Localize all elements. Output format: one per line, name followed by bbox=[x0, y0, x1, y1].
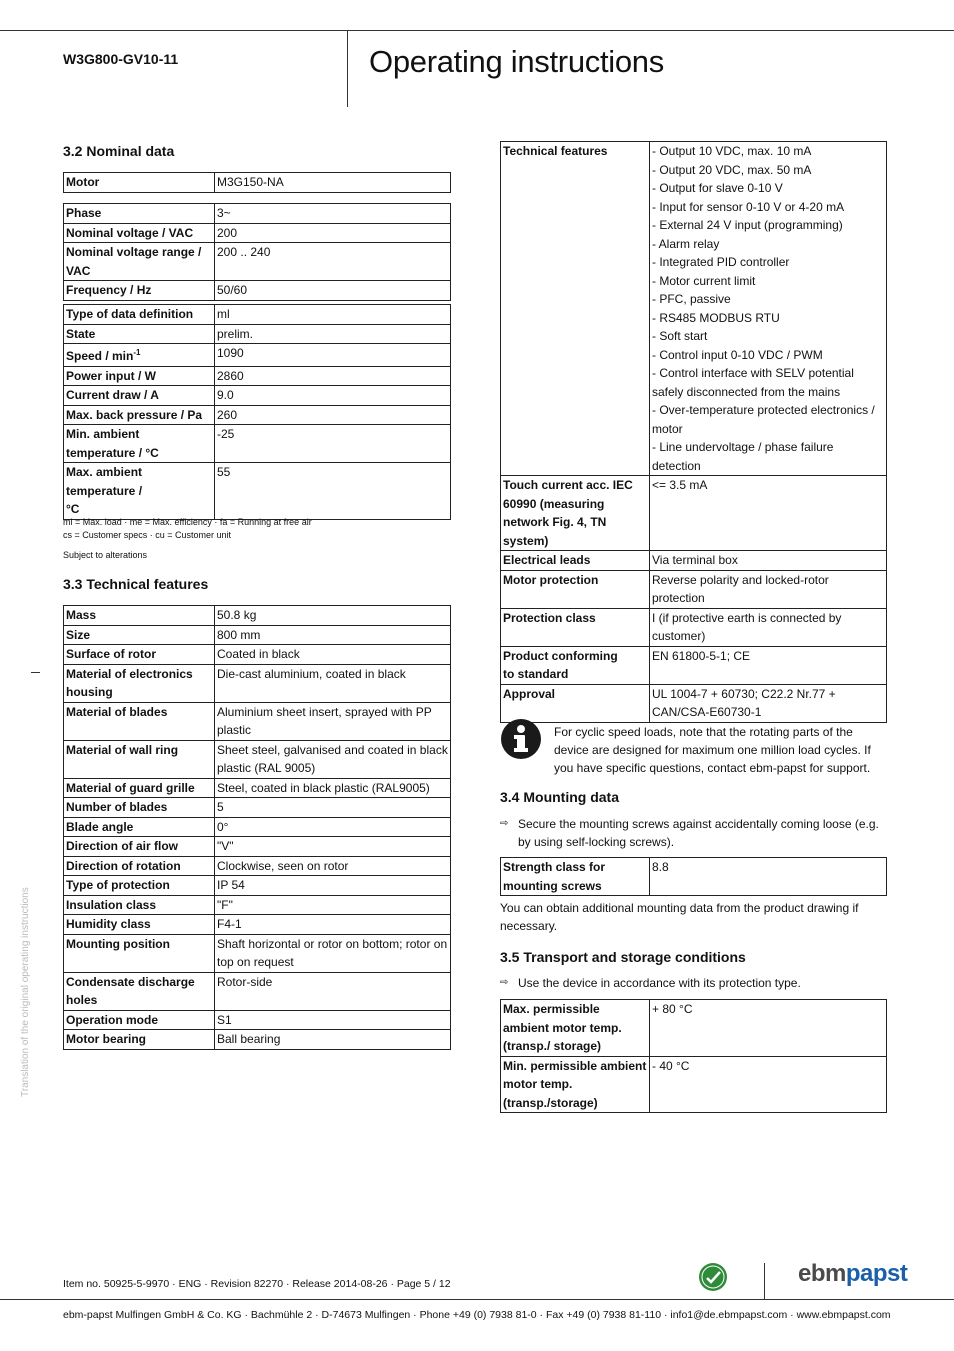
table-key: Blade angle bbox=[64, 817, 215, 837]
table-row bbox=[501, 551, 887, 571]
table-value: 200 .. 240 bbox=[215, 243, 451, 281]
feature-item: - External 24 V input (programming) bbox=[652, 218, 843, 232]
table-value: prelim. bbox=[215, 324, 451, 344]
table-key: Current draw / A bbox=[64, 386, 215, 406]
table-key: Technical features bbox=[501, 142, 650, 476]
table-key: Electrical leads bbox=[501, 551, 650, 571]
technical-features-table bbox=[500, 141, 887, 723]
table-row bbox=[64, 915, 451, 935]
table-value: S1 bbox=[215, 1010, 451, 1030]
table-key: Motor bearing bbox=[64, 1030, 215, 1050]
logo-papst: papst bbox=[845, 1260, 908, 1287]
table-key: Motor protection bbox=[501, 570, 650, 608]
table-key: Number of blades bbox=[64, 798, 215, 818]
table-row bbox=[64, 934, 451, 972]
ebmpapst-logo bbox=[798, 1260, 907, 1288]
table-key: Type of data definition bbox=[64, 305, 215, 325]
table-key: Touch current acc. IEC 60990 (measuring network Fig. 4, TN system) bbox=[501, 476, 650, 551]
table-row bbox=[64, 1030, 451, 1050]
table-row bbox=[64, 1010, 451, 1030]
technical-table bbox=[63, 605, 451, 1050]
table-row bbox=[501, 608, 887, 646]
table-key: Product conforming to standard bbox=[501, 646, 650, 684]
table-row bbox=[64, 425, 451, 463]
table-row bbox=[501, 142, 887, 476]
feature-item: - Soft start bbox=[652, 329, 708, 343]
feature-item: - Control input 0-10 VDC / PWM bbox=[652, 347, 823, 362]
table-key: Strength class for mounting screws bbox=[501, 858, 650, 896]
table-row bbox=[64, 324, 451, 344]
table-key: Frequency / Hz bbox=[64, 281, 215, 301]
mounting-heading: 3.4 Mounting data bbox=[500, 789, 619, 805]
transport-heading: 3.5 Transport and storage conditions bbox=[500, 949, 746, 965]
info-note: For cyclic speed loads, note that the rotating parts of the device are designed for maximum one million load cycles. If you have specific questions, contact ebm-papst for support. bbox=[554, 725, 871, 775]
table-key: Max. permissible ambient motor temp. (transp./ storage) bbox=[501, 1000, 650, 1057]
table-row bbox=[64, 856, 451, 876]
table-value: 800 mm bbox=[215, 625, 451, 645]
table-row bbox=[64, 817, 451, 837]
table-row bbox=[64, 173, 451, 193]
table-row bbox=[64, 702, 451, 740]
mounting-note: You can obtain additional mounting data from the product drawing if necessary. bbox=[500, 901, 859, 933]
arrow-icon: ⇨ bbox=[500, 977, 509, 988]
table-key: Min. permissible ambient motor temp. (transp./storage) bbox=[501, 1056, 650, 1113]
table-row bbox=[64, 405, 451, 425]
table-key: Nominal voltage / VAC bbox=[64, 223, 215, 243]
table-key: Operation mode bbox=[64, 1010, 215, 1030]
table-row bbox=[64, 243, 451, 281]
table-value: 1090 bbox=[215, 344, 451, 367]
technical-heading: 3.3 Technical features bbox=[63, 576, 209, 592]
table-key: Mounting position bbox=[64, 934, 215, 972]
footer-rule bbox=[0, 1299, 954, 1300]
table-row bbox=[64, 837, 451, 857]
feature-item: - RS485 MODBUS RTU bbox=[652, 310, 780, 325]
table-key: Max. ambient temperature / °C bbox=[64, 463, 215, 520]
arrow-icon: ⇨ bbox=[500, 818, 509, 829]
feature-item: - Over-temperature protected electronics / motor bbox=[652, 403, 875, 436]
table-value: + 80 °C bbox=[650, 1000, 887, 1057]
table-value: IP 54 bbox=[215, 876, 451, 896]
table-value: <= 3.5 mA bbox=[650, 476, 887, 551]
nominal-heading: 3.2 Nominal data bbox=[63, 143, 175, 159]
table-row bbox=[64, 876, 451, 896]
table-row bbox=[501, 1000, 887, 1057]
table-key bbox=[64, 344, 215, 367]
table-row bbox=[64, 664, 451, 702]
company-address: ebm-papst Mulfingen GmbH & Co. KG · Bachmühle 2 · D-74673 Mulfingen · Phone +49 (0) 7938 81-0 · Fax +49 (0) 7938 81-110 · info1@de.ebmpapst.com · www.ebmpapst.com bbox=[63, 1309, 891, 1321]
table-value: -25 bbox=[215, 425, 451, 463]
transport-table bbox=[500, 999, 887, 1113]
feature-item: - Motor current limit bbox=[652, 273, 756, 288]
table-value: 2860 bbox=[215, 366, 451, 386]
feature-item: - PFC, passive bbox=[652, 292, 731, 306]
table-value: Aluminium sheet insert, sprayed with PP plastic bbox=[215, 702, 451, 740]
table-value: Clockwise, seen on rotor bbox=[215, 856, 451, 876]
speed-label: Speed / min bbox=[66, 349, 134, 363]
table-key: Motor bbox=[64, 173, 215, 193]
feature-item: - Output 20 VDC, max. 50 mA bbox=[652, 162, 812, 177]
table-row bbox=[64, 606, 451, 626]
model-number: W3G800-GV10-11 bbox=[63, 51, 179, 67]
feature-item: - Control interface with SELV potential safely disconnected from the mains bbox=[652, 366, 854, 399]
table-row bbox=[64, 740, 451, 778]
sidebar-translation-note: Translation of the original operating instructions bbox=[20, 887, 31, 1097]
transport-bullet-text: Use the device in accordance with its protection type. bbox=[518, 976, 801, 990]
margin-mark bbox=[31, 672, 40, 673]
mounting-bullet-text: Secure the mounting screws against accidentally coming loose (e.g. by using self-locking screws). bbox=[518, 817, 879, 849]
item-number: Item no. 50925-5-9970 · ENG · Revision 82270 · Release 2014-08-26 · Page 5 / 12 bbox=[63, 1278, 451, 1290]
table-key: Material of electronics housing bbox=[64, 664, 215, 702]
table-row bbox=[64, 366, 451, 386]
table-key: Direction of air flow bbox=[64, 837, 215, 857]
transport-bullet bbox=[500, 974, 885, 992]
table-row bbox=[64, 972, 451, 1010]
table-row bbox=[501, 684, 887, 722]
feature-item: - Alarm relay bbox=[652, 236, 720, 251]
table-value: 50.8 kg bbox=[215, 606, 451, 626]
table-value: Sheet steel, galvanised and coated in black plastic (RAL 9005) bbox=[215, 740, 451, 778]
table-value: I (if protective earth is connected by customer) bbox=[650, 608, 887, 646]
table-key: Mass bbox=[64, 606, 215, 626]
table-row bbox=[501, 570, 887, 608]
speed-exponent: -1 bbox=[133, 348, 141, 357]
table-key: Humidity class bbox=[64, 915, 215, 935]
table-key: Direction of rotation bbox=[64, 856, 215, 876]
table-key: Surface of rotor bbox=[64, 645, 215, 665]
mounting-table bbox=[500, 857, 887, 896]
table-row bbox=[64, 344, 451, 367]
table-value: 0° bbox=[215, 817, 451, 837]
header-divider bbox=[347, 30, 348, 107]
motor-table bbox=[63, 172, 451, 193]
table-value: UL 1004-7 + 60730; C22.2 Nr.77 + CAN/CSA-E60730-1 bbox=[650, 684, 887, 722]
table-row bbox=[64, 463, 451, 520]
table-value: 55 bbox=[215, 463, 451, 520]
table-row bbox=[501, 476, 887, 551]
greentech-badge bbox=[698, 1262, 728, 1292]
table-key: Material of wall ring bbox=[64, 740, 215, 778]
table-value: 3~ bbox=[215, 204, 451, 224]
table-key: Power input / W bbox=[64, 366, 215, 386]
table-key: Material of blades bbox=[64, 702, 215, 740]
legend-line-2: cs = Customer specs · cu = Customer unit bbox=[63, 530, 232, 540]
table-row bbox=[64, 386, 451, 406]
table-key: Approval bbox=[501, 684, 650, 722]
feature-item: - Input for sensor 0-10 V or 4-20 mA bbox=[652, 199, 845, 214]
table-key: Condensate discharge holes bbox=[64, 972, 215, 1010]
feature-item: - Integrated PID controller bbox=[652, 255, 790, 269]
table-value: F4-1 bbox=[215, 915, 451, 935]
footer-divider bbox=[764, 1263, 765, 1299]
table-value: 200 bbox=[215, 223, 451, 243]
table-key: Material of guard grille bbox=[64, 778, 215, 798]
supply-table bbox=[63, 203, 451, 301]
legend-line-1: ml = Max. load · me = Max. efficiency · fa = Running at free air bbox=[63, 517, 312, 527]
table-value: ml bbox=[215, 305, 451, 325]
table-row bbox=[64, 895, 451, 915]
table-row bbox=[64, 645, 451, 665]
table-key: Max. back pressure / Pa bbox=[64, 405, 215, 425]
table-row bbox=[64, 204, 451, 224]
feature-item: - Line undervoltage / phase failure detection bbox=[652, 440, 834, 473]
operating-data-table bbox=[63, 304, 451, 520]
table-row bbox=[501, 646, 887, 684]
table-key: Size bbox=[64, 625, 215, 645]
table-key: Nominal voltage range / VAC bbox=[64, 243, 215, 281]
features-list bbox=[650, 142, 887, 476]
table-value: 5 bbox=[215, 798, 451, 818]
document-title: Operating instructions bbox=[369, 44, 664, 79]
table-row bbox=[64, 223, 451, 243]
table-key: State bbox=[64, 324, 215, 344]
info-icon bbox=[500, 718, 542, 760]
feature-item: - Output 10 VDC, max. 10 mA bbox=[652, 144, 812, 158]
table-key: Min. ambient temperature / °C bbox=[64, 425, 215, 463]
table-row bbox=[64, 305, 451, 325]
mounting-bullet bbox=[500, 815, 885, 851]
table-value: Shaft horizontal or rotor on bottom; rotor on top on request bbox=[215, 934, 451, 972]
table-value: "F" bbox=[215, 895, 451, 915]
subject-to-alterations: Subject to alterations bbox=[63, 550, 148, 560]
table-key: Type of protection bbox=[64, 876, 215, 896]
table-value: M3G150-NA bbox=[215, 173, 451, 193]
table-key: Insulation class bbox=[64, 895, 215, 915]
table-value: Reverse polarity and locked-rotor protection bbox=[650, 570, 887, 608]
table-key: Phase bbox=[64, 204, 215, 224]
header-rule bbox=[0, 30, 954, 31]
table-key: Protection class bbox=[501, 608, 650, 646]
table-value: EN 61800-5-1; CE bbox=[650, 646, 887, 684]
table-row bbox=[64, 778, 451, 798]
table-value: "V" bbox=[215, 837, 451, 857]
table-row bbox=[64, 281, 451, 301]
feature-item: - Output for slave 0-10 V bbox=[652, 181, 783, 195]
table-value: Steel, coated in black plastic (RAL9005) bbox=[215, 778, 451, 798]
table-value: Coated in black bbox=[215, 645, 451, 665]
table-value: 8.8 bbox=[650, 858, 887, 896]
table-value: 50/60 bbox=[215, 281, 451, 301]
table-value: 260 bbox=[215, 405, 451, 425]
logo-ebm: ebm bbox=[798, 1260, 846, 1287]
table-row bbox=[64, 625, 451, 645]
table-row bbox=[64, 798, 451, 818]
table-value: Ball bearing bbox=[215, 1030, 451, 1050]
table-value: - 40 °C bbox=[650, 1056, 887, 1113]
table-value: Die-cast aluminium, coated in black bbox=[215, 664, 451, 702]
table-value: Rotor-side bbox=[215, 972, 451, 1010]
table-row bbox=[501, 1056, 887, 1113]
table-value: Via terminal box bbox=[650, 551, 887, 571]
table-row bbox=[501, 858, 887, 896]
table-value: 9.0 bbox=[215, 386, 451, 406]
